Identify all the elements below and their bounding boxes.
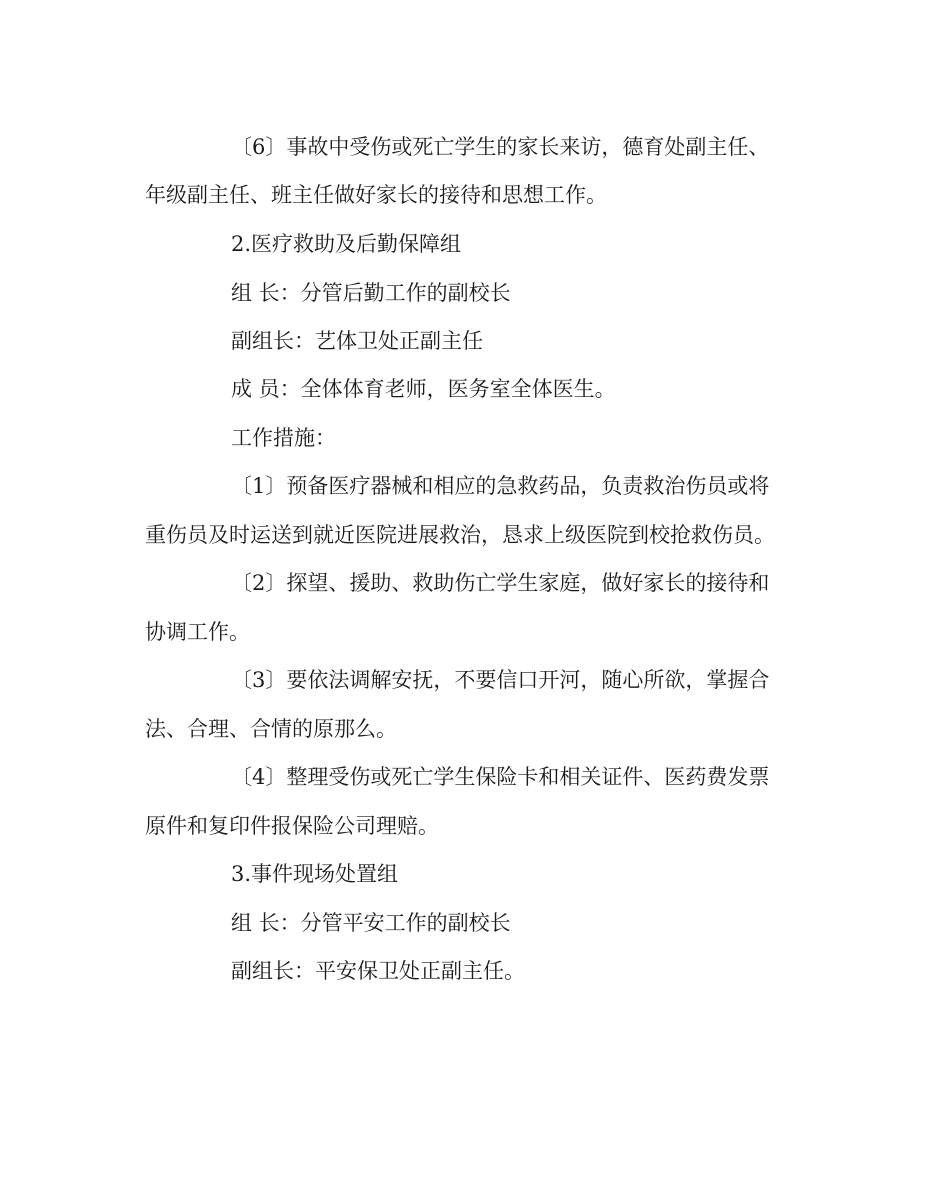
section-2-deputy-leader: 副组长：艺体卫处正副主任 xyxy=(231,329,483,353)
section-2-heading: 2.医疗救助及后勤保障组 xyxy=(231,232,462,256)
section-3-leader: 组 长：分管平安工作的副校长 xyxy=(231,911,511,935)
measures-heading: 工作措施： xyxy=(231,426,336,450)
section-3-heading: 3.事件现场处置组 xyxy=(231,862,399,886)
measure-1-line-2: 重伤员及时运送到就近医院进展救治，恳求上级医院到校抢救伤员。 xyxy=(145,523,775,547)
section-2-leader: 组 长：分管后勤工作的副校长 xyxy=(231,281,511,305)
section-2-members: 成 员：全体体育老师，医务室全体医生。 xyxy=(231,377,616,401)
measure-2-line-2: 协调工作。 xyxy=(145,620,250,644)
measure-4-line-1: 〔4〕整理受伤或死亡学生保险卡和相关证件、医药费发票 xyxy=(231,765,770,789)
measure-4-line-2: 原件和复印件报保险公司理赔。 xyxy=(145,814,439,838)
paragraph-6-line-1: 〔6〕事故中受伤或死亡学生的家长来访，德育处副主任、 xyxy=(231,135,770,159)
measure-1-line-1: 〔1〕预备医疗器械和相应的急救药品，负责救治伤员或将 xyxy=(231,474,770,498)
measure-3-line-1: 〔3〕要依法调解安抚，不要信口开河，随心所欲，掌握合 xyxy=(231,668,770,692)
section-3-deputy-leader: 副组长：平安保卫处正副主任。 xyxy=(231,959,525,983)
measure-3-line-2: 法、合理、合情的原那么。 xyxy=(145,717,397,741)
paragraph-6-line-2: 年级副主任、班主任做好家长的接待和思想工作。 xyxy=(145,183,607,207)
measure-2-line-1: 〔2〕探望、援助、救助伤亡学生家庭，做好家长的接待和 xyxy=(231,571,770,595)
